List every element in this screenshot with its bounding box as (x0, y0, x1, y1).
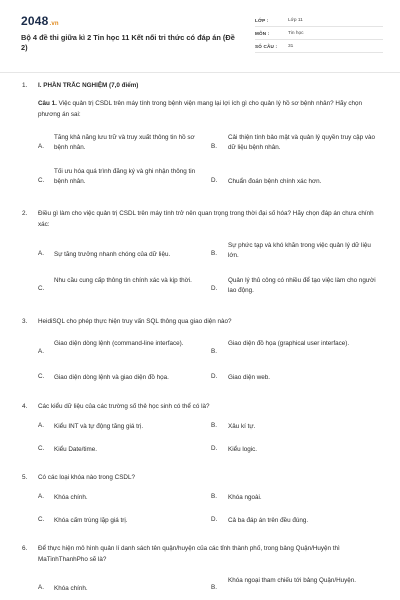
option-letter: B. (211, 584, 217, 591)
option-letter: B. (211, 493, 217, 500)
option-letter: D. (211, 373, 218, 380)
page-header (0, 0, 400, 72)
option-letter: D. (211, 285, 218, 292)
question-number: 4. (22, 403, 28, 410)
option-text[interactable]: Cải thiện tính bảo mật và quản lý quyền truy cập vào dữ liệu bệnh nhân. (228, 134, 376, 151)
option-letter: C. (38, 516, 45, 523)
option-text[interactable]: Khóa ngoài. (228, 494, 262, 501)
option-letter: C. (38, 177, 45, 184)
option-letter: A. (38, 348, 44, 355)
option-text[interactable]: Kiểu Date/time. (54, 446, 98, 453)
option-text[interactable]: Tăng khả năng lưu trữ và truy xuất thông tin hồ sơ bệnh nhân. (54, 134, 195, 151)
logo-suffix: .vn (49, 21, 59, 27)
option-text[interactable]: Sự tăng trưởng nhanh chóng của dữ liệu. (54, 251, 171, 258)
option-text[interactable]: Quản lý thủ công có nhiều để tạo việc làm cho người lao động. (228, 277, 376, 294)
option-text[interactable]: Xâu kí tự. (228, 423, 256, 430)
option-text[interactable]: Sự phức tạp và khó khăn trong việc quản lý dữ liệu lớn. (228, 242, 371, 259)
logo-main: 2048 (21, 14, 49, 28)
meta-key: LỚP : (255, 17, 269, 23)
option-text[interactable]: Kiểu logic. (228, 446, 258, 453)
option-letter: B. (211, 143, 217, 150)
option-letter: C. (38, 373, 45, 380)
option-text[interactable]: Kiểu INT và tự động tăng giá trị. (54, 423, 144, 430)
option-letter: A. (38, 250, 44, 257)
meta-value: Tin học (288, 30, 304, 36)
option-letter: A. (38, 143, 44, 150)
option-text[interactable]: Khóa cấm trùng lặp giá trị. (54, 517, 128, 524)
option-text[interactable]: Giao diện dòng lệnh (command-line interface). (54, 340, 184, 347)
option-text[interactable]: Nhu cầu cung cấp thông tin chính xác và kịp thời. (54, 277, 192, 284)
option-text[interactable]: Giao diện đồ họa (graphical user interface). (228, 340, 350, 347)
meta-value: 31 (288, 43, 294, 49)
option-letter: B. (211, 422, 217, 429)
question-text: Các kiểu dữ liệu của các trường số thẻ học sinh có thể có là? (38, 403, 210, 410)
option-text[interactable]: Khóa chính. (54, 585, 88, 592)
question-number: 3. (22, 318, 28, 325)
question-text: HeidiSQL cho phép thực hiện truy vấn SQL thông qua giao diện nào? (38, 318, 232, 325)
meta-key: SỐ CÂU : (255, 43, 278, 49)
option-letter: B. (211, 250, 217, 257)
option-text[interactable]: Tối ưu hóa quá trình đăng ký và ghi nhận thông tin bệnh nhân. (54, 168, 196, 185)
option-letter: D. (211, 445, 218, 452)
question-number: 6. (22, 545, 28, 552)
meta-key: MÔN : (255, 30, 270, 36)
meta-row-class (255, 14, 383, 27)
question-text: Điều gì làm cho việc quản trị CSDL trên máy tính trở nên quan trọng trong thời đại số hóa? Hãy chọn đáp án chưa chính xác: (38, 210, 374, 228)
exam-title: Bộ 4 đề thi giữa kì 2 Tin học 11 Kết nối tri thức có đáp án (Đề 2) (21, 33, 235, 52)
option-text[interactable]: Khóa chính. (54, 494, 88, 501)
question-text (38, 98, 383, 120)
option-text[interactable]: Chuẩn đoán bệnh chính xác hơn. (228, 178, 322, 185)
option-text[interactable]: Cả ba đáp án trên đều đúng. (228, 517, 309, 524)
option-letter: C. (38, 285, 45, 292)
question-number: 2. (22, 210, 28, 217)
option-letter: A. (38, 584, 44, 591)
option-text[interactable]: Khóa ngoại tham chiếu tới bảng Quận/Huyện. (228, 577, 357, 584)
option-text[interactable]: Giao diện dòng lệnh và giao diện đồ họa. (54, 374, 169, 381)
exam-meta (255, 14, 383, 53)
question-text: Có các loại khóa nào trong CSDL? (38, 474, 135, 481)
question-text: Để thực hiện mô hình quản lí danh sách tên quận/huyện của các tỉnh thành phố, trong bảng Quận/Huyện thì MaTinhThanhPho sẽ là? (38, 545, 340, 563)
meta-row-subject (255, 27, 383, 40)
option-text[interactable]: Giao diện web. (228, 374, 271, 381)
meta-row-count (255, 40, 383, 53)
option-letter: C. (38, 445, 45, 452)
site-logo[interactable] (21, 14, 59, 28)
option-letter: A. (38, 493, 44, 500)
option-letter: D. (211, 516, 218, 523)
option-letter: A. (38, 422, 44, 429)
header-divider (0, 72, 400, 73)
question-number: 5. (22, 474, 28, 481)
option-letter: B. (211, 348, 217, 355)
question-number: 1. (22, 82, 28, 89)
section-title: I. PHẦN TRẮC NGHIỆM (7,0 điểm) (38, 82, 139, 89)
question-sub-label: Câu 1. (38, 100, 57, 107)
meta-value: Lớp 11 (288, 17, 303, 23)
question-body: Việc quản trị CSDL trên máy tính trong bệnh viện mang lại lợi ích gì cho quản lý hồ sơ bệnh nhân? Hãy chọn phương án sai: (38, 100, 362, 118)
option-letter: D. (211, 177, 218, 184)
